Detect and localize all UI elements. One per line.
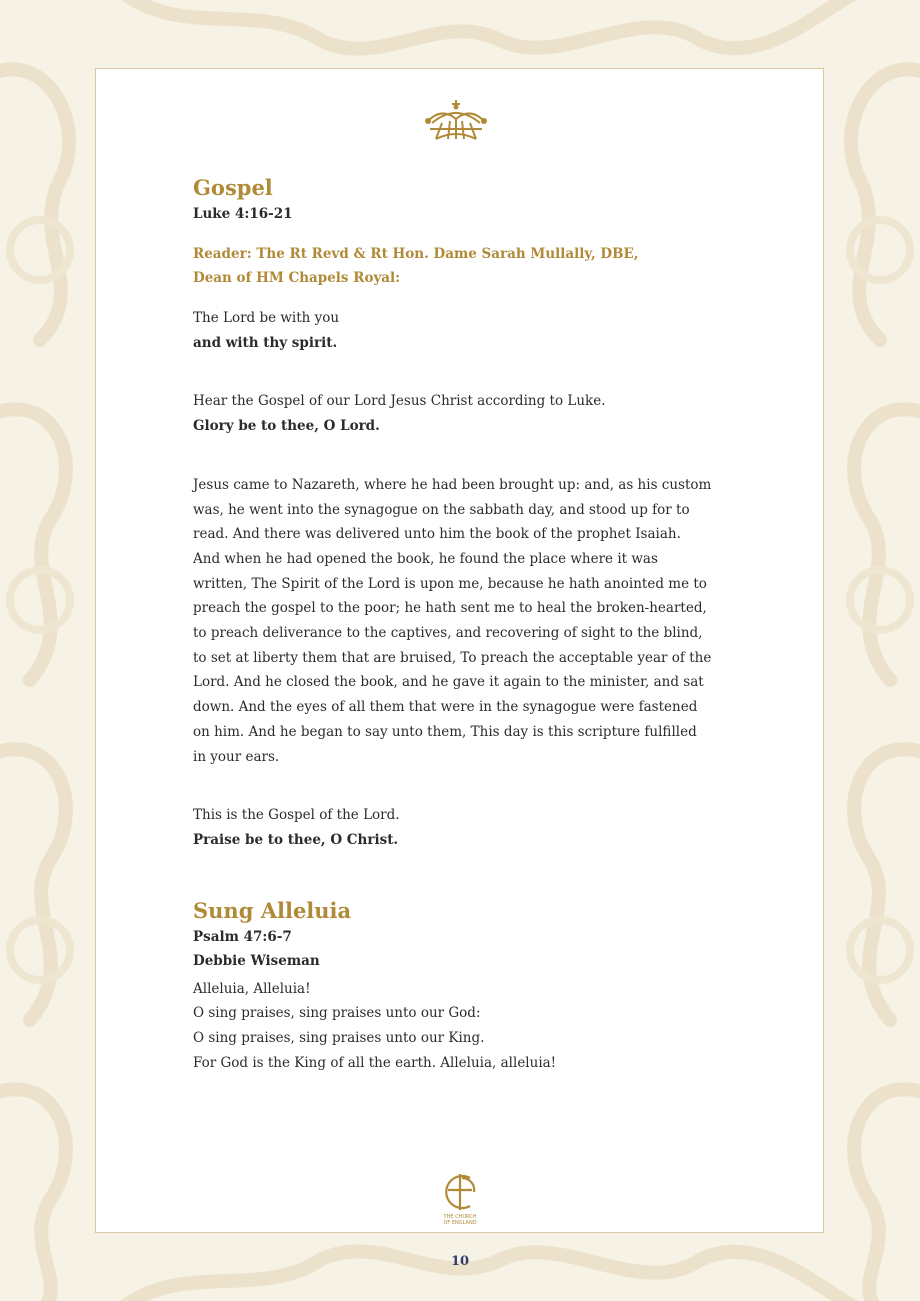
- passage-line: preach the gospel to the poor; he hath sent me to heal the broken-hearted,: [193, 600, 707, 617]
- alleluia-line: O sing praises, sing praises unto our King.: [193, 1030, 485, 1047]
- page-content: [193, 174, 733, 1075]
- passage-line: read. And there was delivered unto him the book of the prophet Isaiah.: [193, 526, 681, 543]
- passage-line: written, The Spirit of the Lord is upon me, because he hath anointed me to: [193, 575, 707, 592]
- passage-line: And when he had opened the book, he found the place where it was: [193, 550, 658, 567]
- passage-line: was, he went into the synagogue on the sabbath day, and stood up for to: [193, 501, 690, 518]
- passage-line: Jesus came to Nazareth, where he had been brought up: and, as his custom: [193, 476, 712, 493]
- gospel-reference: Luke 4:16-21: [193, 206, 293, 222]
- passage-line: to preach deliverance to the captives, and recovering of sight to the blind,: [193, 625, 703, 642]
- versicle: The Lord be with you: [193, 310, 340, 326]
- alleluia-line: O sing praises, sing praises unto our God:: [193, 1005, 481, 1022]
- alleluia-reference: Psalm 47:6-7: [193, 928, 292, 945]
- gospel-passage: [193, 473, 733, 769]
- logo-text: OF ENGLAND: [443, 1220, 477, 1226]
- alleluia-heading: Sung Alleluia: [193, 897, 352, 923]
- response: and with thy spirit.: [193, 334, 338, 351]
- passage-line: on him. And he began to say unto them, This day is this scripture fulfilled: [193, 723, 697, 740]
- passage-line: in your ears.: [193, 748, 280, 765]
- gospel-heading: Gospel: [193, 175, 273, 200]
- church-of-england-logo: [440, 1170, 480, 1226]
- alleluia-line: For God is the King of all the earth. Alleluia, alleluia!: [193, 1054, 557, 1071]
- passage-line: down. And the eyes of all them that were in the synagogue were fastened: [193, 699, 698, 716]
- logo-text: THE CHURCH: [443, 1214, 477, 1220]
- passage-line: to set at liberty them that are bruised, To preach the acceptable year of the: [193, 649, 712, 666]
- crown-icon: [422, 99, 490, 143]
- alleluia-line: Alleluia, Alleluia!: [193, 980, 311, 997]
- reader-credit: [193, 242, 733, 290]
- composer: Debbie Wiseman: [193, 952, 320, 969]
- passage-line: Lord. And he closed the book, and he gave it again to the minister, and sat: [193, 674, 704, 691]
- response: Glory be to thee, O Lord.: [193, 418, 380, 435]
- response: Praise be to thee, O Christ.: [193, 831, 399, 848]
- page-number: 10: [450, 1254, 470, 1269]
- reader-line: Reader: The Rt Revd & Rt Hon. Dame Sarah Mullally, DBE,: [193, 246, 639, 262]
- versicle: Hear the Gospel of our Lord Jesus Christ according to Luke.: [193, 393, 606, 410]
- reader-line: Dean of HM Chapels Royal:: [193, 270, 401, 286]
- versicle: This is the Gospel of the Lord.: [193, 807, 400, 824]
